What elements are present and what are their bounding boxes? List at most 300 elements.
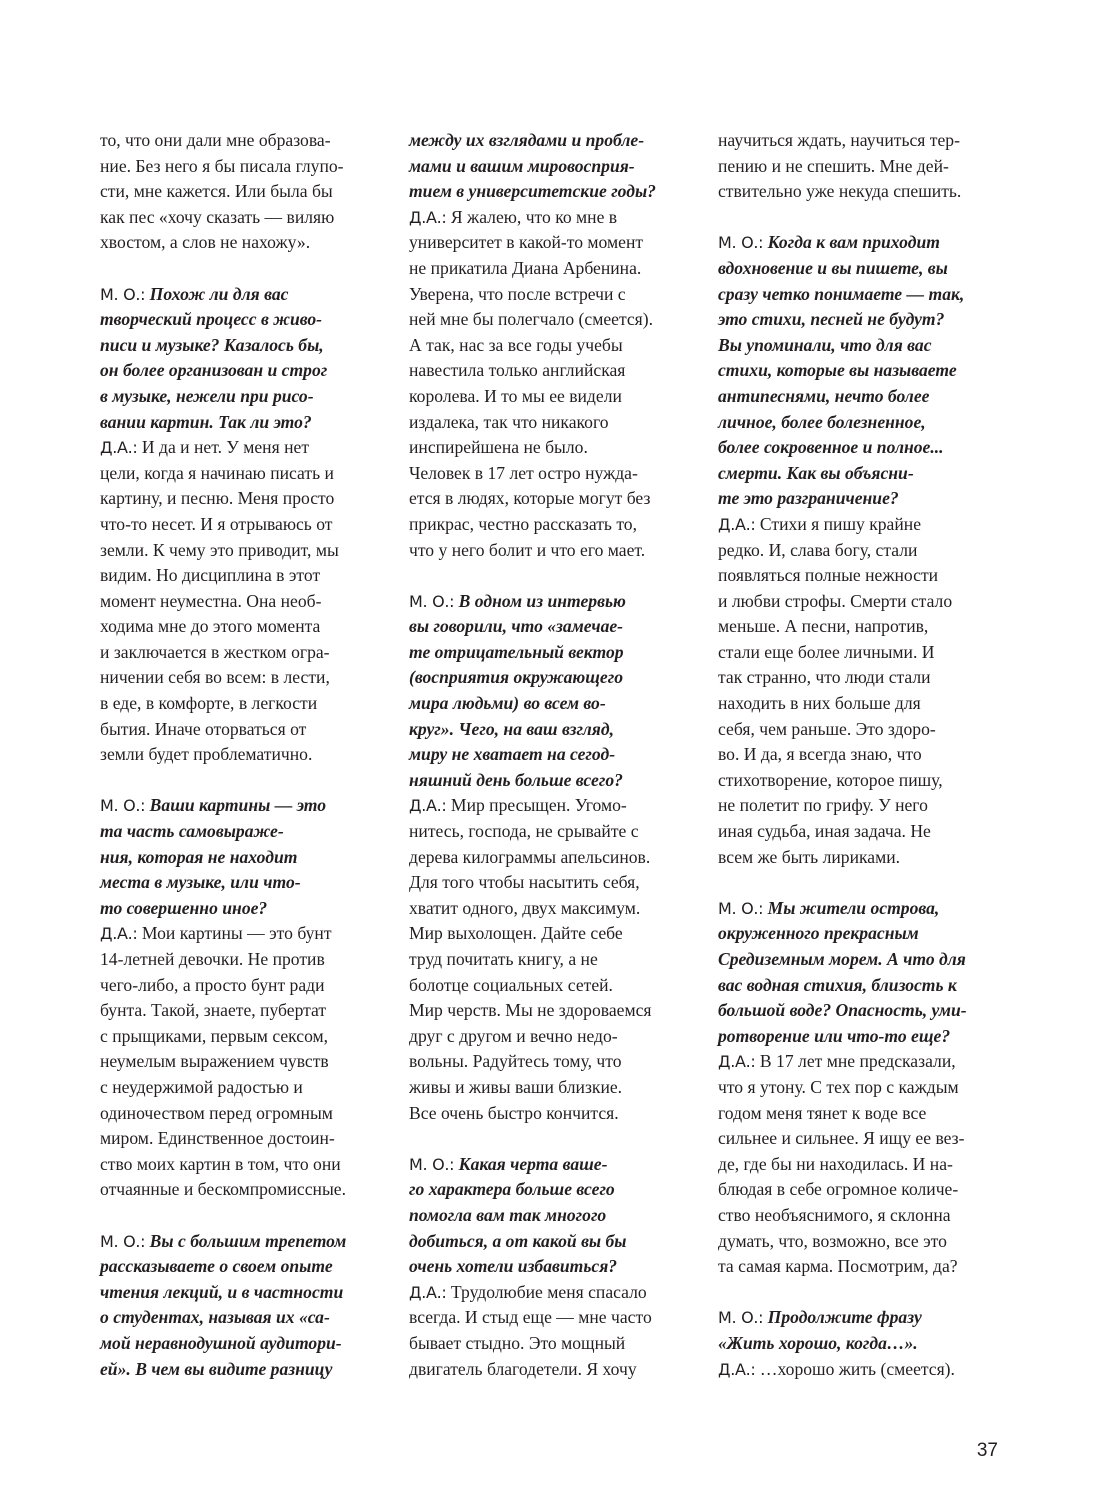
answer-text: дерева килограммы апельсинов. <box>409 846 651 867</box>
question-text: Вы упоминали, что для вас <box>718 334 932 355</box>
text-line <box>409 384 699 410</box>
question-line <box>100 896 390 922</box>
answer-text: Все очень быстро кончится. <box>409 1102 619 1123</box>
question-text: тием в университетские годы? <box>409 181 656 202</box>
question-line <box>409 640 699 666</box>
question-line <box>100 410 390 436</box>
question-text: он более организован и строг <box>100 360 328 381</box>
text-line <box>100 742 390 768</box>
question-line <box>409 1203 699 1229</box>
answer-text: стихотворение, которое пишу, <box>718 769 943 790</box>
question-line <box>718 358 1008 384</box>
question-line <box>718 1305 1008 1331</box>
question-line <box>409 665 699 691</box>
question-line <box>718 947 1008 973</box>
text-line <box>100 230 390 256</box>
text-line <box>409 1049 699 1075</box>
question-line <box>718 921 1008 947</box>
question-line <box>718 307 1008 333</box>
question-text: круг». Чего, на ваш взгляд, <box>409 718 614 739</box>
question-line <box>718 435 1008 461</box>
answer-text: Стихи я пишу крайне <box>759 513 921 534</box>
text-line <box>409 1024 699 1050</box>
text-line <box>100 589 390 615</box>
question-text: о студентах, называя их «са- <box>100 1307 330 1328</box>
speaker-label: Д.А.: <box>718 1359 756 1379</box>
answer-text: А так, нас за все годы учебы <box>409 334 623 355</box>
question-text: это стихи, песней не будут? <box>718 309 945 330</box>
question-text: ротворение или что-то еще? <box>718 1025 951 1046</box>
question-text: вдохновение и вы пишете, вы <box>718 257 948 278</box>
answer-text: …хорошо жить (смеется). <box>759 1358 955 1379</box>
text-line <box>718 845 1008 871</box>
answer-text: издалека, так что никакого <box>409 411 609 432</box>
text-line <box>100 1024 390 1050</box>
text-line <box>409 461 699 487</box>
text-line <box>409 793 699 819</box>
question-text: Мы жители острова, <box>767 897 940 918</box>
text-column-1 <box>100 128 390 1382</box>
answer-text: бунта. Такой, знаете, пубертат <box>100 1000 327 1021</box>
question-line <box>100 384 390 410</box>
text-line <box>718 640 1008 666</box>
paragraph-gap <box>100 256 390 282</box>
answer-text: Мир выхолощен. Дайте себе <box>409 923 623 944</box>
text-line <box>100 435 390 461</box>
text-line <box>100 640 390 666</box>
question-line <box>409 179 699 205</box>
question-line <box>100 307 390 333</box>
text-line <box>409 435 699 461</box>
question-line <box>409 1152 699 1178</box>
text-line <box>409 870 699 896</box>
question-text: «Жить хорошо, когда…». <box>718 1332 918 1353</box>
question-text: миру не хватает на сегод- <box>409 744 616 765</box>
question-line <box>718 282 1008 308</box>
text-line <box>100 486 390 512</box>
answer-text: ство моих картин в том, что они <box>100 1153 341 1174</box>
question-text: помогла вам так многого <box>409 1204 607 1225</box>
page-number: 37 <box>976 1440 998 1461</box>
text-line <box>718 717 1008 743</box>
text-line <box>100 691 390 717</box>
answer-text: стали еще более личными. И <box>718 641 935 662</box>
answer-text: Мир черств. Мы не здороваемся <box>409 1000 652 1021</box>
speaker-label: М. О.: <box>100 1231 146 1251</box>
answer-text: цели, когда я начинаю писать и <box>100 462 334 483</box>
answer-text: картину, и песню. Меня просто <box>100 488 335 509</box>
answer-text: ется в людях, которые могут без <box>409 488 651 509</box>
text-line <box>409 307 699 333</box>
speaker-label: М. О.: <box>100 284 146 304</box>
text-line <box>409 333 699 359</box>
answer-text: что у него болит и что его мает. <box>409 539 646 560</box>
answer-text: инспирейшена не было. <box>409 437 588 458</box>
answer-text: навестила только английская <box>409 360 626 381</box>
text-line <box>409 1101 699 1127</box>
answer-text: Мои картины — это бунт <box>141 923 332 944</box>
answer-text: меньше. А песни, напротив, <box>718 616 929 637</box>
text-line <box>409 1305 699 1331</box>
speaker-label: М. О.: <box>409 591 455 611</box>
text-line <box>409 205 699 231</box>
text-line <box>409 282 699 308</box>
speaker-label: М. О.: <box>718 898 764 918</box>
answer-text: пению и не спешить. Мне дей- <box>718 155 949 176</box>
question-line <box>718 256 1008 282</box>
text-line <box>100 1101 390 1127</box>
text-line <box>718 768 1008 794</box>
question-line <box>718 973 1008 999</box>
question-line <box>718 896 1008 922</box>
answer-text: И да и нет. У меня нет <box>141 437 310 458</box>
text-line <box>718 1357 1008 1383</box>
question-line <box>100 870 390 896</box>
question-text: большой воде? Опасность, уми- <box>718 1000 967 1021</box>
question-text: личное, более болезненное, <box>718 411 926 432</box>
answer-text: момент неуместна. Она необ- <box>100 590 322 611</box>
answer-text: сти, мне кажется. Или была бы <box>100 181 333 202</box>
question-line <box>100 282 390 308</box>
answer-text: ствительно уже некуда спешить. <box>718 181 962 202</box>
text-line <box>718 128 1008 154</box>
speaker-label: Д.А.: <box>409 207 447 227</box>
speaker-label: Д.А.: <box>718 1052 756 1072</box>
text-column-3 <box>718 128 1008 1382</box>
question-text: вас водная стихия, близость к <box>718 974 957 995</box>
answer-text: как пес «хочу сказать — виляю <box>100 206 335 227</box>
question-text: няшний день больше всего? <box>409 769 623 790</box>
question-line <box>409 742 699 768</box>
text-line <box>718 179 1008 205</box>
text-line <box>718 1075 1008 1101</box>
answer-text: ходима мне до этого момента <box>100 616 321 637</box>
question-line <box>100 1305 390 1331</box>
question-text: очень хотели избавиться? <box>409 1256 618 1277</box>
text-line <box>100 512 390 538</box>
question-text: (восприятия окружающего <box>409 667 624 688</box>
text-line <box>718 538 1008 564</box>
answer-text: та самая карма. Посмотрим, да? <box>718 1256 958 1277</box>
answer-text: Я жалею, что ко мне в <box>450 206 618 227</box>
text-line <box>409 410 699 436</box>
question-text: Когда к вам приходит <box>767 232 940 253</box>
answer-text: блюдая в себе огромное количе- <box>718 1179 959 1200</box>
text-line <box>100 717 390 743</box>
answer-text: так странно, что люди стали <box>718 667 931 688</box>
question-text: мой неравнодушной аудитори- <box>100 1332 342 1353</box>
answer-text: находить в них больше для <box>718 693 921 714</box>
text-line <box>100 128 390 154</box>
question-line <box>100 358 390 384</box>
question-text: окруженного прекрасным <box>718 923 919 944</box>
answer-text: с неудержимой радостью и <box>100 1076 303 1097</box>
text-line <box>409 921 699 947</box>
question-line <box>718 384 1008 410</box>
question-line <box>409 128 699 154</box>
question-text: места в музыке, или что- <box>100 872 301 893</box>
question-text: писи и музыке? Казалось бы, <box>100 334 324 355</box>
question-text: та часть самовыраже- <box>100 821 284 842</box>
answer-text: отчаянные и бескомпромиссные. <box>100 1179 346 1200</box>
speaker-label: М. О.: <box>100 796 146 816</box>
text-line <box>718 1177 1008 1203</box>
text-line <box>409 947 699 973</box>
paragraph-gap <box>409 1126 699 1152</box>
question-text: более сокровенное и полное... <box>718 437 944 458</box>
speaker-label: Д.А.: <box>409 1282 447 1302</box>
text-line <box>409 358 699 384</box>
text-line <box>718 793 1008 819</box>
question-line <box>718 410 1008 436</box>
text-line <box>100 205 390 231</box>
text-line <box>100 1075 390 1101</box>
text-line <box>718 1049 1008 1075</box>
answer-text: и любви строфы. Смерти стало <box>718 590 953 611</box>
question-text: те отрицательный вектор <box>409 641 624 662</box>
answer-text: всегда. И стыд еще — мне часто <box>409 1307 652 1328</box>
text-line <box>100 1177 390 1203</box>
question-text: Продолжите фразу <box>767 1307 922 1328</box>
text-line <box>718 1203 1008 1229</box>
answer-text: Человек в 17 лет остро нужда- <box>409 462 638 483</box>
question-text: В одном из интервью <box>458 590 626 611</box>
text-line <box>718 512 1008 538</box>
question-line <box>100 1229 390 1255</box>
answer-text: себя, чем раньше. Это здоро- <box>718 718 936 739</box>
paragraph-gap <box>100 768 390 794</box>
text-line <box>409 973 699 999</box>
text-line <box>718 589 1008 615</box>
question-text: в музыке, нежели при рисо- <box>100 385 314 406</box>
question-line <box>100 845 390 871</box>
question-line <box>409 1177 699 1203</box>
question-line <box>409 768 699 794</box>
question-line <box>409 1254 699 1280</box>
text-line <box>409 1331 699 1357</box>
answer-text: Мир пресыщен. Угомо- <box>450 795 627 816</box>
answer-text: хвостом, а слов не нахожу». <box>100 232 311 253</box>
question-text: Вы с большим трепетом <box>149 1230 347 1251</box>
answer-text: двигатель благодетели. Я хочу <box>409 1358 637 1379</box>
question-line <box>718 1024 1008 1050</box>
answer-text: ней мне бы полегчало (смеется). <box>409 309 654 330</box>
speaker-label: Д.А.: <box>100 924 138 944</box>
answer-text: бытия. Иначе оторваться от <box>100 718 307 739</box>
question-text: Какая черта ваше- <box>458 1153 608 1174</box>
question-line <box>100 1331 390 1357</box>
question-text: мира людьми) во всем во- <box>409 693 606 714</box>
question-text: ей». В чем вы видите разницу <box>100 1358 333 1379</box>
question-line <box>718 998 1008 1024</box>
answer-text: годом меня тянет к воде все <box>718 1102 927 1123</box>
question-text: Похож ли для вас <box>149 283 289 304</box>
question-text: вы говорили, что «замечае- <box>409 616 624 637</box>
text-line <box>409 256 699 282</box>
question-text: вании картин. Так ли это? <box>100 411 312 432</box>
answer-text: видим. Но дисциплина в этот <box>100 565 321 586</box>
answer-text: в еде, в комфорте, в легкости <box>100 693 318 714</box>
text-line <box>100 563 390 589</box>
answer-text: университет в какой-то момент <box>409 232 644 253</box>
text-line <box>718 1101 1008 1127</box>
speaker-label: М. О.: <box>718 1308 764 1328</box>
question-text: мами и вашим мировосприя- <box>409 155 635 176</box>
speaker-label: Д.А.: <box>100 438 138 458</box>
text-line <box>100 1152 390 1178</box>
paragraph-gap <box>718 1280 1008 1306</box>
paragraph-gap <box>100 1203 390 1229</box>
answer-text: появляться полные нежности <box>718 565 939 586</box>
question-line <box>100 793 390 819</box>
speaker-label: М. О.: <box>409 1154 455 1174</box>
paragraph-gap <box>718 205 1008 231</box>
text-column-2 <box>409 128 699 1382</box>
speaker-label: М. О.: <box>718 233 764 253</box>
text-line <box>718 1254 1008 1280</box>
answer-text: сильнее и сильнее. Я ищу ее вез- <box>718 1128 965 1149</box>
paragraph-gap <box>718 870 1008 896</box>
question-line <box>100 1357 390 1383</box>
text-line <box>100 614 390 640</box>
answer-text: миром. Единственное достоин- <box>100 1128 335 1149</box>
answer-text: что я утону. С тех пор с каждым <box>718 1076 959 1097</box>
text-line <box>409 998 699 1024</box>
question-line <box>409 614 699 640</box>
answer-text: ничении себя во всем: в лести, <box>100 667 330 688</box>
answer-text: не полетит по грифу. У него <box>718 795 928 816</box>
text-line <box>718 691 1008 717</box>
question-text: сразу четко понимаете — так, <box>718 283 965 304</box>
text-line <box>100 665 390 691</box>
text-line <box>409 486 699 512</box>
text-line <box>100 973 390 999</box>
answer-text: хватит одного, двух максимум. <box>409 897 641 918</box>
question-line <box>100 1254 390 1280</box>
answer-text: земли. К чему это приводит, мы <box>100 539 339 560</box>
answer-text: не прикатила Диана Арбенина. <box>409 257 642 278</box>
question-text: Средиземным морем. А что для <box>718 949 966 969</box>
question-line <box>718 333 1008 359</box>
text-line <box>100 179 390 205</box>
question-line <box>409 691 699 717</box>
answer-text: редко. И, слава богу, стали <box>718 539 918 560</box>
answer-text: вольны. Радуйтесь тому, что <box>409 1051 622 1072</box>
question-line <box>409 1229 699 1255</box>
answer-text: думать, что, возможно, все это <box>718 1230 947 1251</box>
answer-text: ние. Без него я бы писала глупо- <box>100 155 344 176</box>
answer-text: королева. И то мы ее видели <box>409 385 622 406</box>
question-line <box>409 154 699 180</box>
question-line <box>409 589 699 615</box>
speaker-label: Д.А.: <box>409 796 447 816</box>
question-text: чтения лекций, и в частности <box>100 1281 344 1302</box>
answer-text: Уверена, что после встречи с <box>409 283 626 304</box>
text-line <box>718 154 1008 180</box>
answer-text: друг с другом и вечно недо- <box>409 1025 618 1046</box>
question-text: творческий процесс в живо- <box>100 309 323 330</box>
question-line <box>718 461 1008 487</box>
answer-text: В 17 лет мне предсказали, <box>759 1051 956 1072</box>
text-line <box>409 819 699 845</box>
text-line <box>409 1357 699 1383</box>
answer-text: то, что они дали мне образова- <box>100 130 331 150</box>
question-line <box>718 1331 1008 1357</box>
answer-text: с прыщиками, первым сексом, <box>100 1025 329 1046</box>
text-line <box>409 230 699 256</box>
question-line <box>100 819 390 845</box>
question-text: между их взглядами и пробле- <box>409 130 645 150</box>
answer-text: чего-либо, а просто бунт ради <box>100 974 325 995</box>
question-text: го характера больше всего <box>409 1179 615 1200</box>
answer-text: бывает стыдно. Это мощный <box>409 1332 626 1353</box>
text-line <box>100 1049 390 1075</box>
text-line <box>100 154 390 180</box>
question-text: добиться, а от какой вы бы <box>409 1230 627 1251</box>
text-line <box>100 1126 390 1152</box>
answer-text: иная судьба, иная задача. Не <box>718 821 931 842</box>
text-line <box>409 896 699 922</box>
answer-text: Для того чтобы насытить себя, <box>409 872 640 893</box>
answer-text: де, где бы ни находилась. И на- <box>718 1153 953 1174</box>
text-line <box>718 742 1008 768</box>
text-line <box>409 512 699 538</box>
question-text: ния, которая не находит <box>100 846 298 867</box>
answer-text: земли будет проблематично. <box>100 744 313 765</box>
question-text: те это разграничение? <box>718 488 899 509</box>
question-line <box>100 1280 390 1306</box>
text-line <box>100 921 390 947</box>
answer-text: 14-летней девочки. Не против <box>100 949 325 969</box>
text-line <box>409 1075 699 1101</box>
answer-text: труд почитать книгу, а не <box>409 949 598 969</box>
question-text: Ваши картины — это <box>149 795 327 816</box>
answer-text: что-то несет. И я отрываюсь от <box>100 513 333 534</box>
text-line <box>409 845 699 871</box>
text-line <box>718 563 1008 589</box>
question-line <box>409 717 699 743</box>
text-line <box>718 614 1008 640</box>
text-line <box>100 947 390 973</box>
speaker-label: Д.А.: <box>718 514 756 534</box>
question-text: то совершенно иное? <box>100 897 268 918</box>
answer-text: всем же быть лириками. <box>718 846 901 867</box>
question-line <box>718 486 1008 512</box>
text-line <box>718 819 1008 845</box>
answer-text: неумелым выражением чувств <box>100 1051 329 1072</box>
answer-text: ство необъяснимого, я склонна <box>718 1204 951 1225</box>
text-line <box>100 998 390 1024</box>
text-line <box>718 665 1008 691</box>
question-line <box>100 333 390 359</box>
text-line <box>100 461 390 487</box>
question-text: рассказываете о своем опыте <box>100 1256 333 1277</box>
text-line <box>718 1126 1008 1152</box>
answer-text: научиться ждать, научиться тер- <box>718 130 960 150</box>
answer-text: Трудолюбие меня спасало <box>450 1281 647 1302</box>
question-text: стихи, которые вы называете <box>718 360 957 381</box>
question-line <box>718 230 1008 256</box>
text-line <box>100 538 390 564</box>
answer-text: живы и живы ваши близкие. <box>409 1076 623 1097</box>
answer-text: болотце социальных сетей. <box>409 974 613 995</box>
answer-text: и заключается в жестком огра- <box>100 641 330 662</box>
question-text: антипеснями, нечто более <box>718 385 930 406</box>
text-line <box>718 1152 1008 1178</box>
text-line <box>409 538 699 564</box>
text-line <box>718 1229 1008 1255</box>
answer-text: нитесь, господа, не срывайте с <box>409 821 639 842</box>
